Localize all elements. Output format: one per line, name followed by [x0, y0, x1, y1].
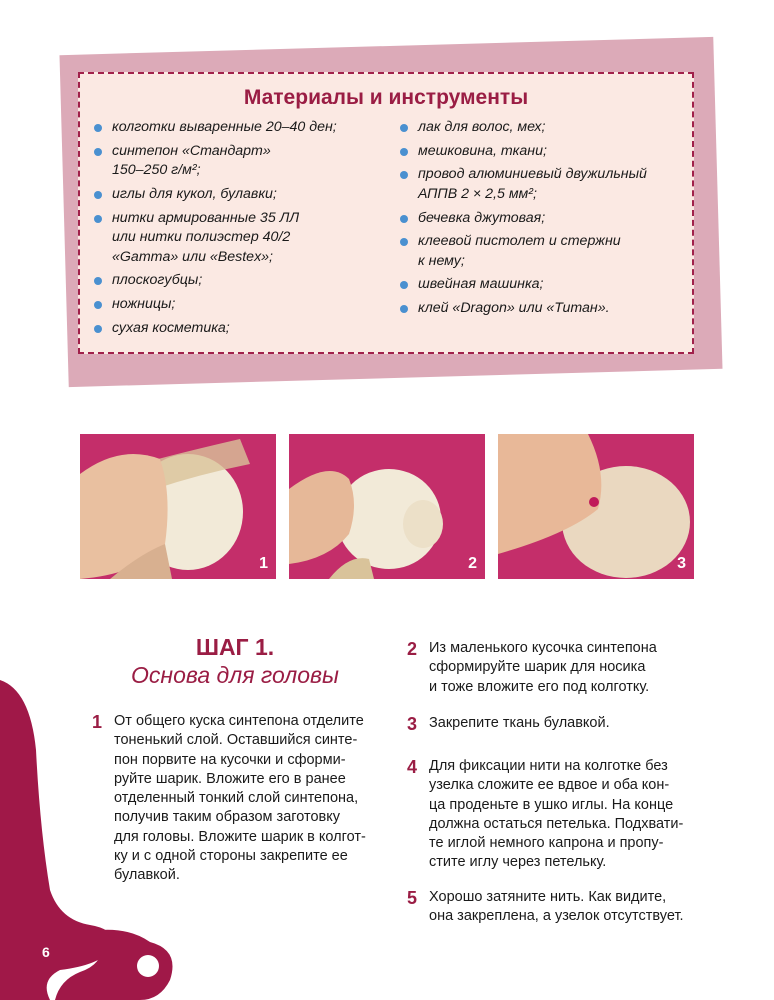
step-text: Хорошо затяните нить. Как видите, она закреплена, а узелок отсутствует. [429, 889, 684, 925]
step-number: 4 [407, 757, 418, 777]
list-item: швейная машинка; [398, 275, 688, 295]
photo-illustration [498, 434, 694, 579]
bullet-icon [94, 277, 102, 285]
photo-step-2 [289, 434, 485, 579]
list-item: провод алюминиевый двужильный АППВ 2 × 2,5 мм²; [398, 165, 688, 204]
bullet-icon [94, 325, 102, 333]
decorative-blob [0, 680, 200, 1000]
step-subtitle: Основа для головы [131, 662, 339, 688]
list-item: иглы для кукол, булавки; [92, 185, 387, 205]
bullet-icon [400, 171, 408, 179]
list-item: лак для волос, мех; [398, 118, 688, 138]
photo-number: 1 [259, 555, 268, 572]
photo-number: 2 [468, 555, 477, 572]
bullet-icon [400, 305, 408, 313]
bullet-icon [400, 148, 408, 156]
page-number: 6 [42, 944, 50, 960]
bullet-icon [94, 148, 102, 156]
bullet-icon [400, 215, 408, 223]
step-text: Для фиксации нити на колготке без узелка сложите ее вдвое и оба кон- ца проденьте в ушко иглы. На конце должна остаться петелька. Подхвати- те иглой немного капрона и пропу- стите иглу через петельку. [429, 758, 684, 871]
bullet-icon [94, 191, 102, 199]
list-item: плоскогубцы; [92, 271, 387, 291]
materials-title: Материалы и инструменты [243, 86, 529, 109]
list-item: синтепон «Стандарт» 150–250 г/м²; [92, 142, 387, 181]
list-item: ножницы; [92, 295, 387, 315]
bullet-icon [400, 281, 408, 289]
photo-illustration [80, 434, 276, 579]
materials-box [78, 72, 694, 354]
photo-step-3 [498, 434, 694, 579]
list-item: бечевка джутовая; [398, 209, 688, 229]
bullet-icon [94, 124, 102, 132]
list-item: колготки вываренные 20–40 ден; [92, 118, 387, 138]
materials-list-left [92, 118, 387, 342]
step-text: От общего куска синтепона отделите тоненький слой. Оставшийся синте- пон порвите на кусочки и сформи- руйте шарик. Вложите его в ранее отделенный тонкий слой синтепона, получив таким образом заготовку для головы. Вложите шарик в колгот- ку и с одной стороны закрепите ее булавкой. [114, 713, 366, 884]
step-number: 3 [407, 714, 418, 734]
list-item: мешковина, ткани; [398, 142, 688, 162]
photo-illustration [289, 434, 485, 579]
step-text: Закрепите ткань булавкой. [429, 715, 610, 731]
bullet-icon [94, 301, 102, 309]
photo-number: 3 [677, 555, 686, 572]
bullet-icon [400, 238, 408, 246]
bullet-icon [400, 124, 408, 132]
list-item: нитки армированные 35 ЛЛ или нитки полиэстер 40/2 «Gamma» или «Bestex»; [92, 209, 387, 268]
step-text: Из маленького кусочка синтепона сформируйте шарик для носика и тоже вложите его под колготку. [429, 640, 657, 695]
photo-step-1 [80, 434, 276, 579]
step-number: 5 [407, 888, 418, 908]
step-number: 2 [407, 639, 418, 659]
list-item: клеевой пистолет и стержни к нему; [398, 232, 688, 271]
list-item: сухая косметика; [92, 319, 387, 339]
bullet-icon [94, 215, 102, 223]
step-title: ШАГ 1. [195, 634, 275, 660]
list-item: клей «Dragon» или «Титан». [398, 299, 688, 319]
materials-list-right [398, 118, 688, 323]
step-number: 1 [92, 712, 103, 732]
